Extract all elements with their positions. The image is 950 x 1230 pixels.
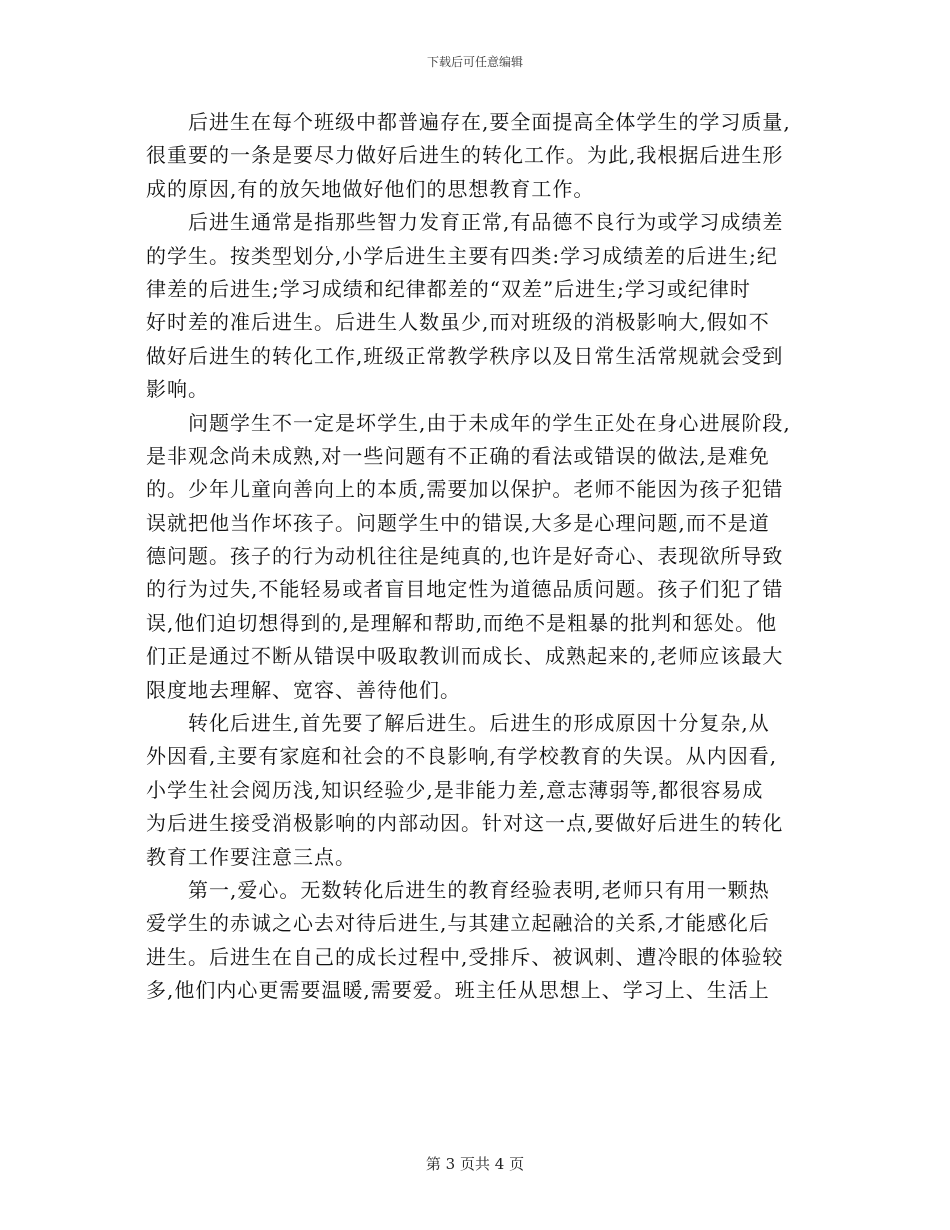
text-line: 很重要的一条是要尽力做好后进生的转化工作。为此,我根据后进生形 (146, 143, 784, 168)
text-line: 是非观念尚未成熟,对一些问题有不正确的看法或错误的做法,是难免 (146, 443, 770, 468)
text-line: 做好后进生的转化工作,班级正常教学秩序以及日常生活常规就会受到 (146, 343, 784, 368)
text-line: 限度地去理解、宽容、善待他们。 (146, 677, 461, 702)
text-line: 后进生通常是指那些智力发育正常,有品德不良行为或学习成绩差 (188, 210, 784, 235)
text-line: 成的原因,有的放矢地做好他们的思想教育工作。 (146, 176, 595, 201)
text-line: 为后进生接受消极影响的内部动因。针对这一点,要做好后进生的转化 (146, 811, 784, 836)
text-line: 后进生在每个班级中都普遍存在,要全面提高全体学生的学习质量, (188, 110, 791, 134)
body-text (146, 106, 806, 1008)
text-line: 爱学生的赤诚之心去对待后进生,与其建立起融洽的关系,才能感化后 (146, 911, 770, 936)
text-line: 的学生。按类型划分,小学后进生主要有四类:学习成绩差的后进生;纪 (146, 243, 778, 268)
text-line: 多,他们内心更需要温暖,需要爱。班主任从思想上、学习上、生活上 (146, 978, 770, 1003)
text-line: 好时差的准后进生。后进生人数虽少,而对班级的消极影响大,假如不 (146, 310, 770, 335)
text-line: 进生。后进生在自己的成长过程中,受排斥、被讽刺、遭冷眼的体验较 (146, 944, 784, 969)
page-header: 下载后可任意编辑 (426, 55, 523, 69)
text-line: 第一,爱心。无数转化后进生的教育经验表明,老师只有用一颗热 (188, 877, 770, 902)
text-line: 问题学生不一定是坏学生,由于未成年的学生正处在身心进展阶段, (188, 410, 791, 435)
text-line: 误就把他当作坏孩子。问题学生中的错误,大多是心理问题,而不是道 (146, 510, 770, 535)
text-line: 们正是通过不断从错误中吸取教训而成长、成熟起来的,老师应该最大 (146, 644, 784, 669)
text-line: 外因看,主要有家庭和社会的不良影响,有学校教育的失误。从内因看, (146, 744, 778, 769)
page-footer: 第 3 页共 4 页 (425, 1155, 525, 1173)
text-line: 转化后进生,首先要了解后进生。后进生的形成原因十分复杂,从 (188, 711, 770, 736)
text-line: 的行为过失,不能轻易或者盲目地定性为道德品质问题。孩子们犯了错 (146, 577, 784, 602)
text-line: 误,他们迫切想得到的,是理解和帮助,而绝不是粗暴的批判和惩处。他 (146, 610, 778, 635)
text-line: 教育工作要注意三点。 (146, 844, 356, 869)
text-line: 小学生社会阅历浅,知识经验少,是非能力差,意志薄弱等,都很容易成 (146, 777, 764, 802)
text-line: 律差的后进生;学习成绩和纪律都差的“双差”后进生;学习或纪律时 (146, 276, 751, 301)
text-line: 德问题。孩子的行为动机往往是纯真的,也许是好奇心、表现欲所导致 (146, 544, 784, 569)
text-line: 影响。 (146, 377, 209, 402)
text-line: 的。少年儿童向善向上的本质,需要加以保护。老师不能因为孩子犯错 (146, 477, 784, 502)
